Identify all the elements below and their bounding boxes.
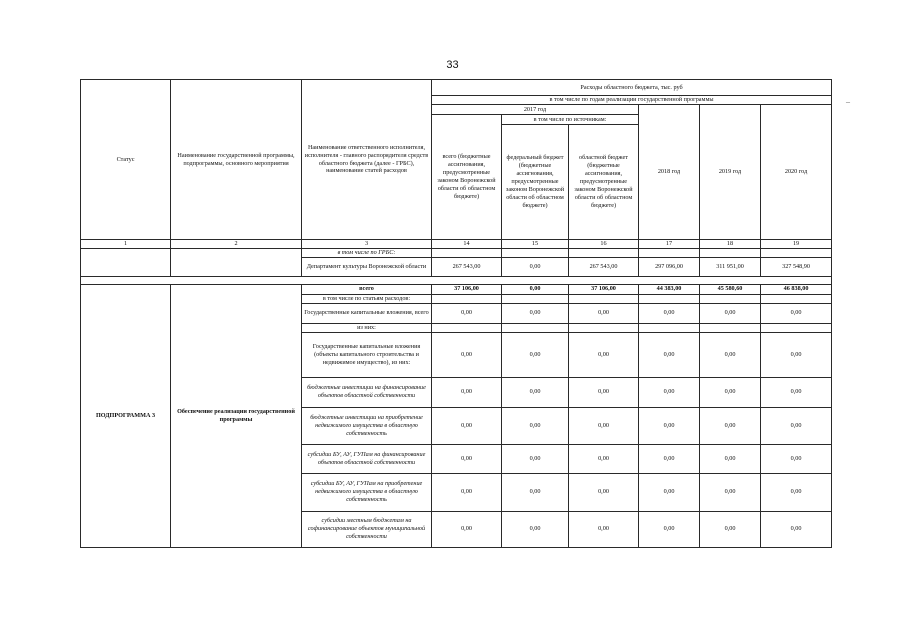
row-label: бюджетные инвестиции на финансирование объектов областной собственности: [302, 377, 432, 407]
col-number: 18: [700, 240, 761, 249]
row-value: 0,00: [569, 473, 639, 511]
section-gap: [81, 276, 832, 284]
row-value: 0,00: [639, 473, 700, 511]
header-program-name: Наименование государственной программы, подпрограммы, основного мероприятия: [171, 80, 302, 240]
row-value: 0,00: [700, 407, 761, 444]
row-value: 0,00: [432, 511, 502, 547]
header-total-col: всего (бюджетные ассигнования, предусмотренные законом Воронежской области об областном бюджете): [432, 115, 502, 240]
header-year-2017: 2017 год: [432, 105, 639, 115]
header-federal-col: федеральный бюджет (бюджетные ассигнования, предусмотренные законом Воронежской области об областном бюджете): [502, 125, 569, 240]
budget-table: [80, 79, 832, 548]
of-them-label: из них:: [302, 323, 432, 332]
construction-value: 0,00: [639, 332, 700, 377]
total-value: 37 106,00: [432, 284, 502, 294]
row-value: 0,00: [761, 377, 832, 407]
total-value: 0,00: [502, 284, 569, 294]
capital-value: 0,00: [639, 303, 700, 323]
row-value: 0,00: [700, 444, 761, 473]
row-value: 0,00: [569, 407, 639, 444]
row-value: 0,00: [569, 444, 639, 473]
header-by-years: в том числе по годам реализации государственной программы: [432, 96, 832, 105]
dept-value: 327 548,90: [761, 257, 832, 276]
capital-value: 0,00: [700, 303, 761, 323]
construction-value: 0,00: [569, 332, 639, 377]
dept-value: 267 543,00: [432, 257, 502, 276]
col-number: 14: [432, 240, 502, 249]
row-value: 0,00: [502, 377, 569, 407]
row-value: 0,00: [639, 377, 700, 407]
col-number: 16: [569, 240, 639, 249]
col-number: 19: [761, 240, 832, 249]
capital-value: 0,00: [502, 303, 569, 323]
articles-label: в том числе по статьям расходов:: [302, 294, 432, 303]
header-executor: Наименование ответственного исполнителя, исполнителя - главного распорядителя средств областного бюджета (далее - ГРБС), наименование статей расходов: [302, 80, 432, 240]
total-value: 37 106,00: [569, 284, 639, 294]
total-value: 45 580,60: [700, 284, 761, 294]
row-label: субсидии БУ, АУ, ГУПам на приобретение недвижимого имущества в областную собственность: [302, 473, 432, 511]
capital-value: 0,00: [432, 303, 502, 323]
total-label: всего: [302, 284, 432, 294]
capital-value: 0,00: [761, 303, 832, 323]
row-value: 0,00: [432, 473, 502, 511]
grbs-label: в том числе по ГРБС:: [302, 249, 432, 258]
header-year-2018: 2018 год: [639, 105, 700, 240]
header-expenses: Расходы областного бюджета, тыс. руб: [432, 80, 832, 96]
row-value: 0,00: [432, 377, 502, 407]
prev-status-cell: [81, 249, 171, 277]
row-value: 0,00: [502, 511, 569, 547]
row-value: 0,00: [502, 473, 569, 511]
margin-mark: –: [846, 97, 850, 106]
subprogram-name: Обеспечение реализации государственной программы: [171, 284, 302, 547]
row-value: 0,00: [569, 377, 639, 407]
row-value: 0,00: [700, 473, 761, 511]
row-value: 0,00: [432, 444, 502, 473]
header-year-2020: 2020 год: [761, 105, 832, 240]
subprogram-status: ПОДПРОГРАММА 3: [81, 284, 171, 547]
capital-label: Государственные капитальные вложения, всего: [302, 303, 432, 323]
row-value: 0,00: [502, 407, 569, 444]
row-label: субсидии местным бюджетам на софинансирование объектов муниципальной собственности: [302, 511, 432, 547]
construction-value: 0,00: [761, 332, 832, 377]
page-number: 33: [446, 59, 459, 71]
col-number: 1: [81, 240, 171, 249]
row-value: 0,00: [639, 444, 700, 473]
col-number: 3: [302, 240, 432, 249]
row-value: 0,00: [432, 407, 502, 444]
prev-name-cell: [171, 249, 302, 277]
row-value: 0,00: [761, 407, 832, 444]
row-value: 0,00: [761, 473, 832, 511]
row-value: 0,00: [761, 511, 832, 547]
row-value: 0,00: [639, 407, 700, 444]
col-number: 17: [639, 240, 700, 249]
col-number: 2: [171, 240, 302, 249]
total-value: 46 838,00: [761, 284, 832, 294]
construction-value: 0,00: [700, 332, 761, 377]
header-year-2019: 2019 год: [700, 105, 761, 240]
dept-value: 311 951,00: [700, 257, 761, 276]
row-value: 0,00: [700, 377, 761, 407]
col-number: 15: [502, 240, 569, 249]
dept-value: 297 096,00: [639, 257, 700, 276]
row-label: бюджетные инвестиции на приобретение недвижимого имущества в областную собственность: [302, 407, 432, 444]
dept-value: 0,00: [502, 257, 569, 276]
row-value: 0,00: [502, 444, 569, 473]
row-value: 0,00: [761, 444, 832, 473]
row-value: 0,00: [700, 511, 761, 547]
row-value: 0,00: [639, 511, 700, 547]
header-status: Статус: [81, 80, 171, 240]
total-value: 44 383,00: [639, 284, 700, 294]
row-label: субсидии БУ, АУ, ГУПам на финансирование объектов областной собственности: [302, 444, 432, 473]
dept-value: 267 543,00: [569, 257, 639, 276]
construction-label: Государственные капитальные вложения (объекты капитального строительства и недвижимое имущество), из них:: [302, 332, 432, 377]
row-value: 0,00: [569, 511, 639, 547]
capital-value: 0,00: [569, 303, 639, 323]
dept-culture-label: Департамент культуры Воронежской области: [302, 257, 432, 276]
construction-value: 0,00: [502, 332, 569, 377]
construction-value: 0,00: [432, 332, 502, 377]
header-by-sources: в том числе по источникам:: [502, 115, 639, 125]
header-regional-col: областной бюджет (бюджетные ассигнования, предусмотренные законом Воронежской области об областном бюджете): [569, 125, 639, 240]
